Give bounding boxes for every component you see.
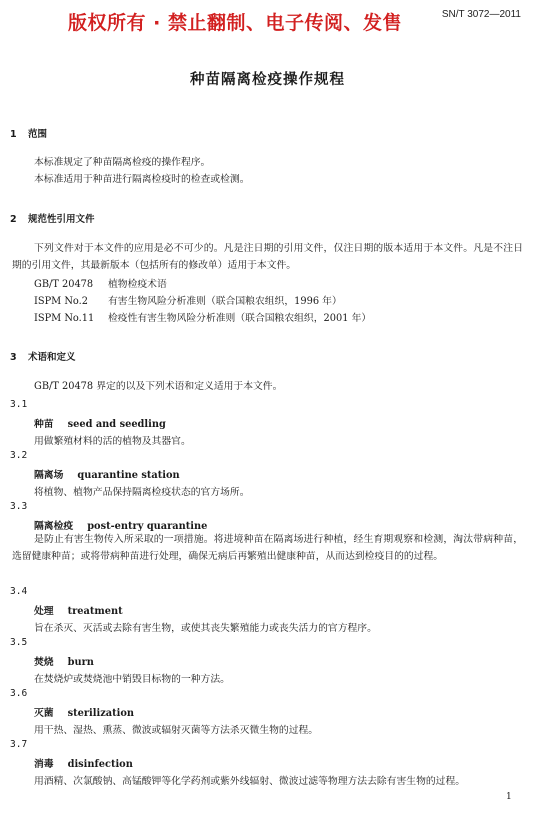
- clause-number: 3.7: [10, 739, 28, 750]
- term-heading: [34, 416, 166, 430]
- section-number: 1: [10, 129, 17, 140]
- term-heading: [34, 518, 207, 532]
- reference-code: GB/T 20478: [34, 279, 94, 290]
- paragraph-line: GB/T 20478 界定的以及下列术语和定义适用于本文件。: [34, 381, 283, 392]
- term-heading: [34, 705, 134, 719]
- reference-item: [34, 312, 371, 326]
- clause-number: 3.2: [10, 450, 28, 461]
- term-definition: 用酒精、次氯酸钠、高锰酸钾等化学药剂或紫外线辐射、微波过滤等物理方法去除有害生物的过程。: [34, 776, 466, 787]
- term-english: sterilization: [67, 708, 135, 719]
- paragraph-line: 本标准适用于种苗进行隔离检疫时的检查或检测。: [34, 174, 250, 185]
- copyright-watermark: 版权所有 · 禁止翻制、电子传阅、发售: [68, 12, 402, 34]
- term-chinese: 焚烧: [34, 657, 54, 668]
- paragraph: 下列文件对于本文件的应用是必不可少的。凡是注日期的引用文件，仅注日期的版本适用于本文件。凡是不注日期的引用文件，其最新版本（包括所有的修改单）适用于本文件。: [12, 243, 523, 271]
- term-definition: 是防止有害生物传入所采取的一项措施。将进境种苗在隔离场进行种植，经生育期观察和检测，淘汰带病种苗，选留健康种苗；或将带病种苗进行处理，确保无病后再繁殖出健康种苗，从而达到检疫目的的过程。: [12, 534, 523, 562]
- term-definition: 用做繁殖材料的活的植物及其器官。: [34, 436, 191, 447]
- section-1-heading: [10, 126, 47, 140]
- term-chinese: 处理: [34, 606, 54, 617]
- term-chinese: 隔离检疫: [34, 521, 74, 532]
- term-english: treatment: [67, 606, 123, 617]
- clause-number: 3.3: [10, 501, 28, 512]
- term-english: post-entry quarantine: [87, 521, 208, 532]
- term-english: quarantine station: [77, 470, 180, 481]
- term-english: seed and seedling: [67, 419, 166, 430]
- page-number: 1: [506, 792, 512, 802]
- reference-item: [34, 278, 167, 292]
- term-heading: [34, 756, 133, 770]
- term-heading: [34, 467, 180, 481]
- clause-number: 3.6: [10, 688, 28, 699]
- reference-item: [34, 295, 342, 309]
- reference-code: ISPM No.2: [34, 296, 88, 307]
- clause-number: 3.5: [10, 637, 28, 648]
- term-heading: [34, 603, 123, 617]
- section-2-heading: [10, 211, 95, 225]
- paragraph-line: 本标准规定了种苗隔离检疫的操作程序。: [34, 157, 211, 168]
- reference-code: ISPM No.11: [34, 313, 95, 324]
- term-chinese: 灭菌: [34, 708, 54, 719]
- term-english: disinfection: [67, 759, 133, 770]
- section-title: 规范性引用文件: [28, 214, 95, 225]
- reference-title: 有害生物风险分析准则（联合国粮农组织，1996 年）: [108, 296, 342, 307]
- section-title: 范围: [28, 129, 48, 140]
- reference-title: 植物检疫术语: [108, 279, 167, 290]
- term-definition: 用干热、湿热、熏蒸、微波或辐射灭菌等方法杀灭微生物的过程。: [34, 725, 319, 736]
- section-number: 2: [10, 214, 17, 225]
- standard-code: SN/T 3072—2011: [441, 9, 521, 20]
- section-number: 3: [10, 352, 17, 363]
- clause-number: 3.4: [10, 586, 28, 597]
- term-chinese: 隔离场: [34, 470, 64, 481]
- section-title: 术语和定义: [28, 352, 76, 363]
- section-3-heading: [10, 349, 76, 363]
- clause-number: 3.1: [10, 399, 28, 410]
- term-heading: [34, 654, 94, 668]
- term-chinese: 消毒: [34, 759, 54, 770]
- term-definition: 在焚烧炉或焚烧池中销毁目标物的一种方法。: [34, 674, 230, 685]
- term-definition: 将植物、植物产品保持隔离检疫状态的官方场所。: [34, 487, 250, 498]
- term-chinese: 种苗: [34, 419, 54, 430]
- term-definition: 旨在杀灭、灭活或去除有害生物，或使其丧失繁殖能力或丧失活力的官方程序。: [34, 623, 377, 634]
- reference-title: 检疫性有害生物风险分析准则（联合国粮农组织，2001 年）: [108, 313, 372, 324]
- document-title: 种苗隔离检疫操作规程: [190, 72, 345, 88]
- term-english: burn: [67, 657, 94, 668]
